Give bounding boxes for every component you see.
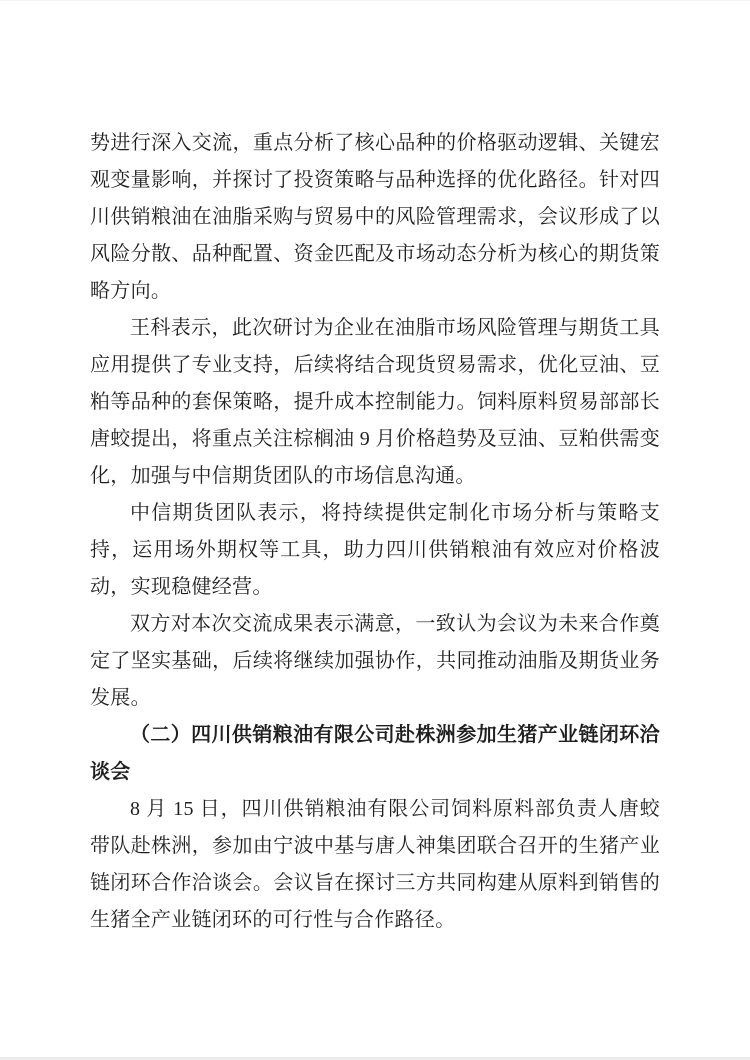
body-paragraph-4: 双方对本次交流成果表示满意，一致认为会议为未来合作奠定了坚实基础，后续将继续加强协作，共同推动油脂及期货业务发展。 xyxy=(90,613,660,709)
section-heading: （二）四川供销粮油有限公司赴株洲参加生猪产业链闭环洽谈会 xyxy=(90,724,660,783)
document-text-block xyxy=(90,125,660,939)
body-paragraph-2: 王科表示，此次研讨为企业在油脂市场风险管理与期货工具应用提供了专业支持，后续将结合现货贸易需求，优化豆油、豆粕等品种的套保策略，提升成本控制能力。饲料原料贸易部部长唐蛟提出，将重点关注棕榈油 9 月价格趋势及豆油、豆粕供需变化，加强与中信期货团队的市场信息沟通。 xyxy=(90,317,660,487)
body-paragraph-1: 势进行深入交流，重点分析了核心品种的价格驱动逻辑、关键宏观变量影响，并探讨了投资策略与品种选择的优化路径。针对四川供销粮油在油脂采购与贸易中的风险管理需求，会议形成了以风险分散、品种配置、资金匹配及市场动态分析为核心的期货策略方向。 xyxy=(90,132,660,302)
body-paragraph-3: 中信期货团队表示，将持续提供定制化市场分析与策略支持，运用场外期权等工具，助力四川供销粮油有效应对价格波动，实现稳健经营。 xyxy=(90,502,660,598)
body-paragraph-5: 8 月 15 日，四川供销粮油有限公司饲料原料部负责人唐蛟带队赴株洲，参加由宁波中基与唐人神集团联合召开的生猪产业链闭环合作洽谈会。会议旨在探讨三方共同构建从原料到销售的生猪全产业链闭环的可行性与合作路径。 xyxy=(90,798,660,931)
